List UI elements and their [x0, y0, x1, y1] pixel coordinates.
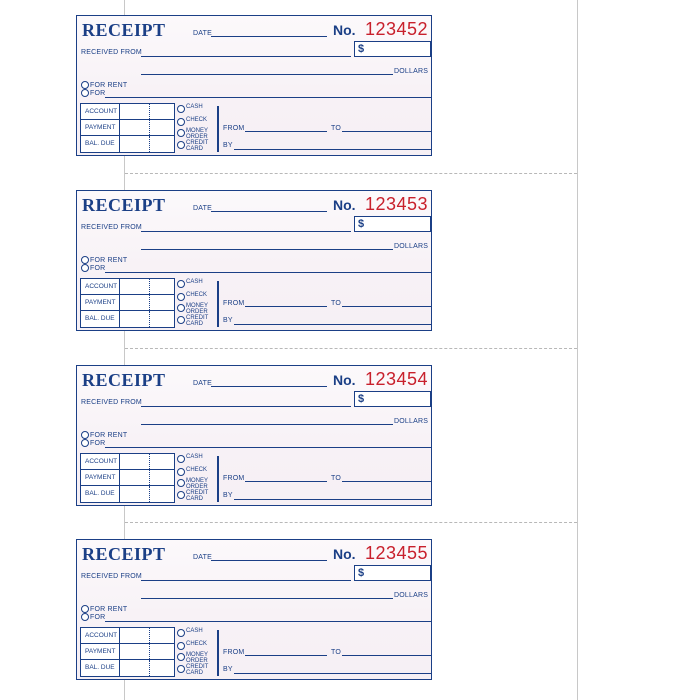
radio-circle-icon[interactable] [81, 89, 89, 97]
radio-circle-icon[interactable] [81, 256, 89, 264]
balance-due-row [81, 486, 174, 502]
radio-circle-icon[interactable] [81, 439, 89, 447]
balance-dollars-cell[interactable] [119, 486, 149, 502]
payment-cents-cell[interactable] [149, 295, 174, 310]
cash-label: CASH [186, 454, 203, 460]
radio-circle-icon[interactable] [177, 491, 185, 499]
amount-field[interactable] [354, 565, 431, 581]
for-field[interactable] [105, 621, 431, 622]
radio-circle-icon[interactable] [177, 455, 185, 463]
radio-circle-icon[interactable] [177, 129, 185, 137]
dollar-sign: $ [358, 43, 365, 55]
cash-option[interactable] [177, 454, 203, 463]
date-field[interactable] [211, 386, 327, 387]
balance-due-label: BAL. DUE [85, 315, 115, 322]
cash-option[interactable] [177, 104, 203, 113]
to-label: TO [331, 475, 341, 482]
received-from-label: RECEIVED FROM [81, 49, 142, 56]
account-label: ACCOUNT [85, 108, 118, 115]
for-rent-option[interactable] [81, 431, 127, 439]
radio-circle-icon[interactable] [177, 479, 185, 487]
dollars-label: DOLLARS [394, 418, 429, 425]
payment-dollars-cell[interactable] [119, 120, 149, 135]
for-field[interactable] [105, 97, 431, 98]
account-dollars-cell[interactable] [119, 104, 149, 119]
for-label: FOR [90, 89, 106, 97]
receipt-form [76, 539, 432, 680]
received-from-field[interactable] [141, 56, 351, 57]
check-label: CHECK [186, 467, 208, 473]
account-dollars-cell[interactable] [119, 454, 149, 469]
perforation-line [125, 348, 577, 349]
account-table [80, 627, 175, 677]
date-label: DATE [193, 380, 212, 387]
credit-card-label: CREDIT CARD [186, 664, 209, 676]
check-label: CHECK [186, 117, 208, 123]
to-field[interactable] [342, 481, 431, 482]
radio-circle-icon[interactable] [177, 141, 185, 149]
check-label: CHECK [186, 641, 208, 647]
account-dollars-cell[interactable] [119, 628, 149, 643]
amount-field[interactable] [354, 216, 431, 232]
payment-dollars-cell[interactable] [119, 295, 149, 310]
receipt-number: 123452 [365, 19, 429, 39]
received-from-field[interactable] [141, 231, 351, 232]
radio-circle-icon[interactable] [177, 653, 185, 661]
dollar-sign: $ [358, 393, 365, 405]
payment-row [81, 644, 174, 660]
payment-row [81, 295, 174, 311]
amount-in-words-field[interactable] [141, 598, 393, 599]
radio-circle-icon[interactable] [177, 105, 185, 113]
cash-option[interactable] [177, 628, 203, 637]
receipt-number: 123455 [365, 543, 429, 563]
radio-circle-icon[interactable] [177, 118, 185, 126]
receipt-number: 123453 [365, 194, 429, 214]
for-rent-label: FOR RENT [90, 81, 128, 89]
money-order-option[interactable] [177, 478, 208, 490]
account-cents-cell[interactable] [149, 454, 174, 469]
check-option[interactable] [177, 641, 207, 650]
by-field[interactable] [234, 149, 431, 150]
radio-circle-icon[interactable] [81, 605, 89, 613]
date-field[interactable] [211, 211, 327, 212]
from-field[interactable] [245, 306, 327, 307]
money-order-option[interactable] [177, 128, 208, 140]
for-label: FOR [90, 613, 106, 621]
balance-cents-cell[interactable] [149, 660, 174, 676]
radio-circle-icon[interactable] [177, 304, 185, 312]
date-label: DATE [193, 30, 212, 37]
for-label: FOR [90, 264, 106, 272]
number-label: No. [333, 197, 356, 213]
account-table [80, 278, 175, 328]
for-option[interactable] [81, 439, 105, 447]
radio-circle-icon[interactable] [177, 665, 185, 673]
money-order-label: MONEY ORDER [186, 652, 209, 664]
receipt-form [76, 15, 432, 156]
from-label: FROM [223, 649, 245, 656]
account-table [80, 103, 175, 153]
balance-dollars-cell[interactable] [119, 311, 149, 327]
balance-due-label: BAL. DUE [85, 140, 115, 147]
account-dollars-cell[interactable] [119, 279, 149, 294]
amount-in-words-field[interactable] [141, 249, 393, 250]
money-order-option[interactable] [177, 652, 208, 664]
balance-due-row [81, 311, 174, 327]
radio-circle-icon[interactable] [177, 293, 185, 301]
to-label: TO [331, 649, 341, 656]
account-row [81, 454, 174, 470]
balance-cents-cell[interactable] [149, 136, 174, 152]
payment-cents-cell[interactable] [149, 120, 174, 135]
for-option[interactable] [81, 89, 105, 97]
dollars-label: DOLLARS [394, 68, 429, 75]
balance-dollars-cell[interactable] [119, 660, 149, 676]
radio-circle-icon[interactable] [81, 81, 89, 89]
to-field[interactable] [342, 306, 431, 307]
receipt-title: RECEIPT [82, 544, 166, 564]
to-label: TO [331, 125, 341, 132]
cash-label: CASH [186, 104, 203, 110]
from-field[interactable] [245, 655, 327, 656]
cash-label: CASH [186, 279, 203, 285]
section-divider [217, 456, 219, 502]
from-label: FROM [223, 300, 245, 307]
credit-card-option[interactable] [177, 140, 208, 152]
receipt-title: RECEIPT [82, 20, 166, 40]
balance-dollars-cell[interactable] [119, 136, 149, 152]
from-field[interactable] [245, 131, 327, 132]
perforation-line [125, 173, 577, 174]
radio-circle-icon[interactable] [81, 613, 89, 621]
receipt-number: 123454 [365, 369, 429, 389]
receipt-title: RECEIPT [82, 370, 166, 390]
account-row [81, 104, 174, 120]
account-row [81, 279, 174, 295]
money-order-label: MONEY ORDER [186, 128, 209, 140]
to-field[interactable] [342, 131, 431, 132]
date-label: DATE [193, 554, 212, 561]
radio-circle-icon[interactable] [177, 316, 185, 324]
account-row [81, 628, 174, 644]
for-field[interactable] [105, 447, 431, 448]
by-label: BY [223, 666, 233, 673]
number-label: No. [333, 546, 356, 562]
credit-card-label: CREDIT CARD [186, 315, 209, 327]
for-rent-option[interactable] [81, 81, 127, 89]
payment-row [81, 470, 174, 486]
received-from-field[interactable] [141, 580, 351, 581]
amount-in-words-field[interactable] [141, 424, 393, 425]
credit-card-option[interactable] [177, 490, 208, 502]
for-option[interactable] [81, 264, 105, 272]
cash-option[interactable] [177, 279, 203, 288]
money-order-label: MONEY ORDER [186, 478, 209, 490]
account-label: ACCOUNT [85, 632, 118, 639]
dollars-label: DOLLARS [394, 592, 429, 599]
account-label: ACCOUNT [85, 458, 118, 465]
for-rent-label: FOR RENT [90, 431, 128, 439]
credit-card-option[interactable] [177, 664, 208, 676]
dollar-sign: $ [358, 218, 365, 230]
received-from-label: RECEIVED FROM [81, 399, 142, 406]
credit-card-label: CREDIT CARD [186, 140, 209, 152]
section-divider [217, 630, 219, 676]
number-label: No. [333, 372, 356, 388]
account-cents-cell[interactable] [149, 628, 174, 643]
balance-cents-cell[interactable] [149, 486, 174, 502]
payment-label: PAYMENT [85, 124, 116, 131]
for-rent-label: FOR RENT [90, 256, 128, 264]
radio-circle-icon[interactable] [177, 629, 185, 637]
amount-field[interactable] [354, 391, 431, 407]
received-from-label: RECEIVED FROM [81, 573, 142, 580]
section-divider [217, 281, 219, 327]
money-order-label: MONEY ORDER [186, 303, 209, 315]
radio-circle-icon[interactable] [81, 264, 89, 272]
check-option[interactable] [177, 292, 207, 301]
received-from-label: RECEIVED FROM [81, 224, 142, 231]
balance-due-label: BAL. DUE [85, 664, 115, 671]
to-field[interactable] [342, 655, 431, 656]
by-field[interactable] [234, 673, 431, 674]
payment-cents-cell[interactable] [149, 644, 174, 659]
balance-due-row [81, 660, 174, 676]
radio-circle-icon[interactable] [81, 431, 89, 439]
received-from-field[interactable] [141, 406, 351, 407]
balance-cents-cell[interactable] [149, 311, 174, 327]
account-cents-cell[interactable] [149, 279, 174, 294]
for-label: FOR [90, 439, 106, 447]
receipt-title: RECEIPT [82, 195, 166, 215]
to-label: TO [331, 300, 341, 307]
date-label: DATE [193, 205, 212, 212]
for-field[interactable] [105, 272, 431, 273]
payment-cents-cell[interactable] [149, 470, 174, 485]
from-label: FROM [223, 475, 245, 482]
check-label: CHECK [186, 292, 208, 298]
for-rent-option[interactable] [81, 256, 127, 264]
number-label: No. [333, 22, 356, 38]
account-label: ACCOUNT [85, 283, 118, 290]
account-table [80, 453, 175, 503]
dollar-sign: $ [358, 567, 365, 579]
by-field[interactable] [234, 324, 431, 325]
payment-dollars-cell[interactable] [119, 644, 149, 659]
balance-due-row [81, 136, 174, 152]
radio-circle-icon[interactable] [177, 280, 185, 288]
dollars-label: DOLLARS [394, 243, 429, 250]
account-cents-cell[interactable] [149, 104, 174, 119]
radio-circle-icon[interactable] [177, 642, 185, 650]
payment-label: PAYMENT [85, 648, 116, 655]
date-field[interactable] [211, 560, 327, 561]
payment-row [81, 120, 174, 136]
from-field[interactable] [245, 481, 327, 482]
from-label: FROM [223, 125, 245, 132]
receipt-form [76, 365, 432, 506]
credit-card-label: CREDIT CARD [186, 490, 209, 502]
by-label: BY [223, 317, 233, 324]
amount-in-words-field[interactable] [141, 74, 393, 75]
perforation-line [125, 522, 577, 523]
amount-field[interactable] [354, 41, 431, 57]
payment-label: PAYMENT [85, 299, 116, 306]
radio-circle-icon[interactable] [177, 468, 185, 476]
section-divider [217, 106, 219, 152]
for-option[interactable] [81, 613, 105, 621]
by-label: BY [223, 492, 233, 499]
check-option[interactable] [177, 117, 207, 126]
payment-dollars-cell[interactable] [119, 470, 149, 485]
cash-label: CASH [186, 628, 203, 634]
payment-label: PAYMENT [85, 474, 116, 481]
date-field[interactable] [211, 36, 327, 37]
check-option[interactable] [177, 467, 207, 476]
for-rent-label: FOR RENT [90, 605, 128, 613]
credit-card-option[interactable] [177, 315, 208, 327]
balance-due-label: BAL. DUE [85, 490, 115, 497]
money-order-option[interactable] [177, 303, 208, 315]
by-field[interactable] [234, 499, 431, 500]
for-rent-option[interactable] [81, 605, 127, 613]
receipt-form [76, 190, 432, 331]
by-label: BY [223, 142, 233, 149]
